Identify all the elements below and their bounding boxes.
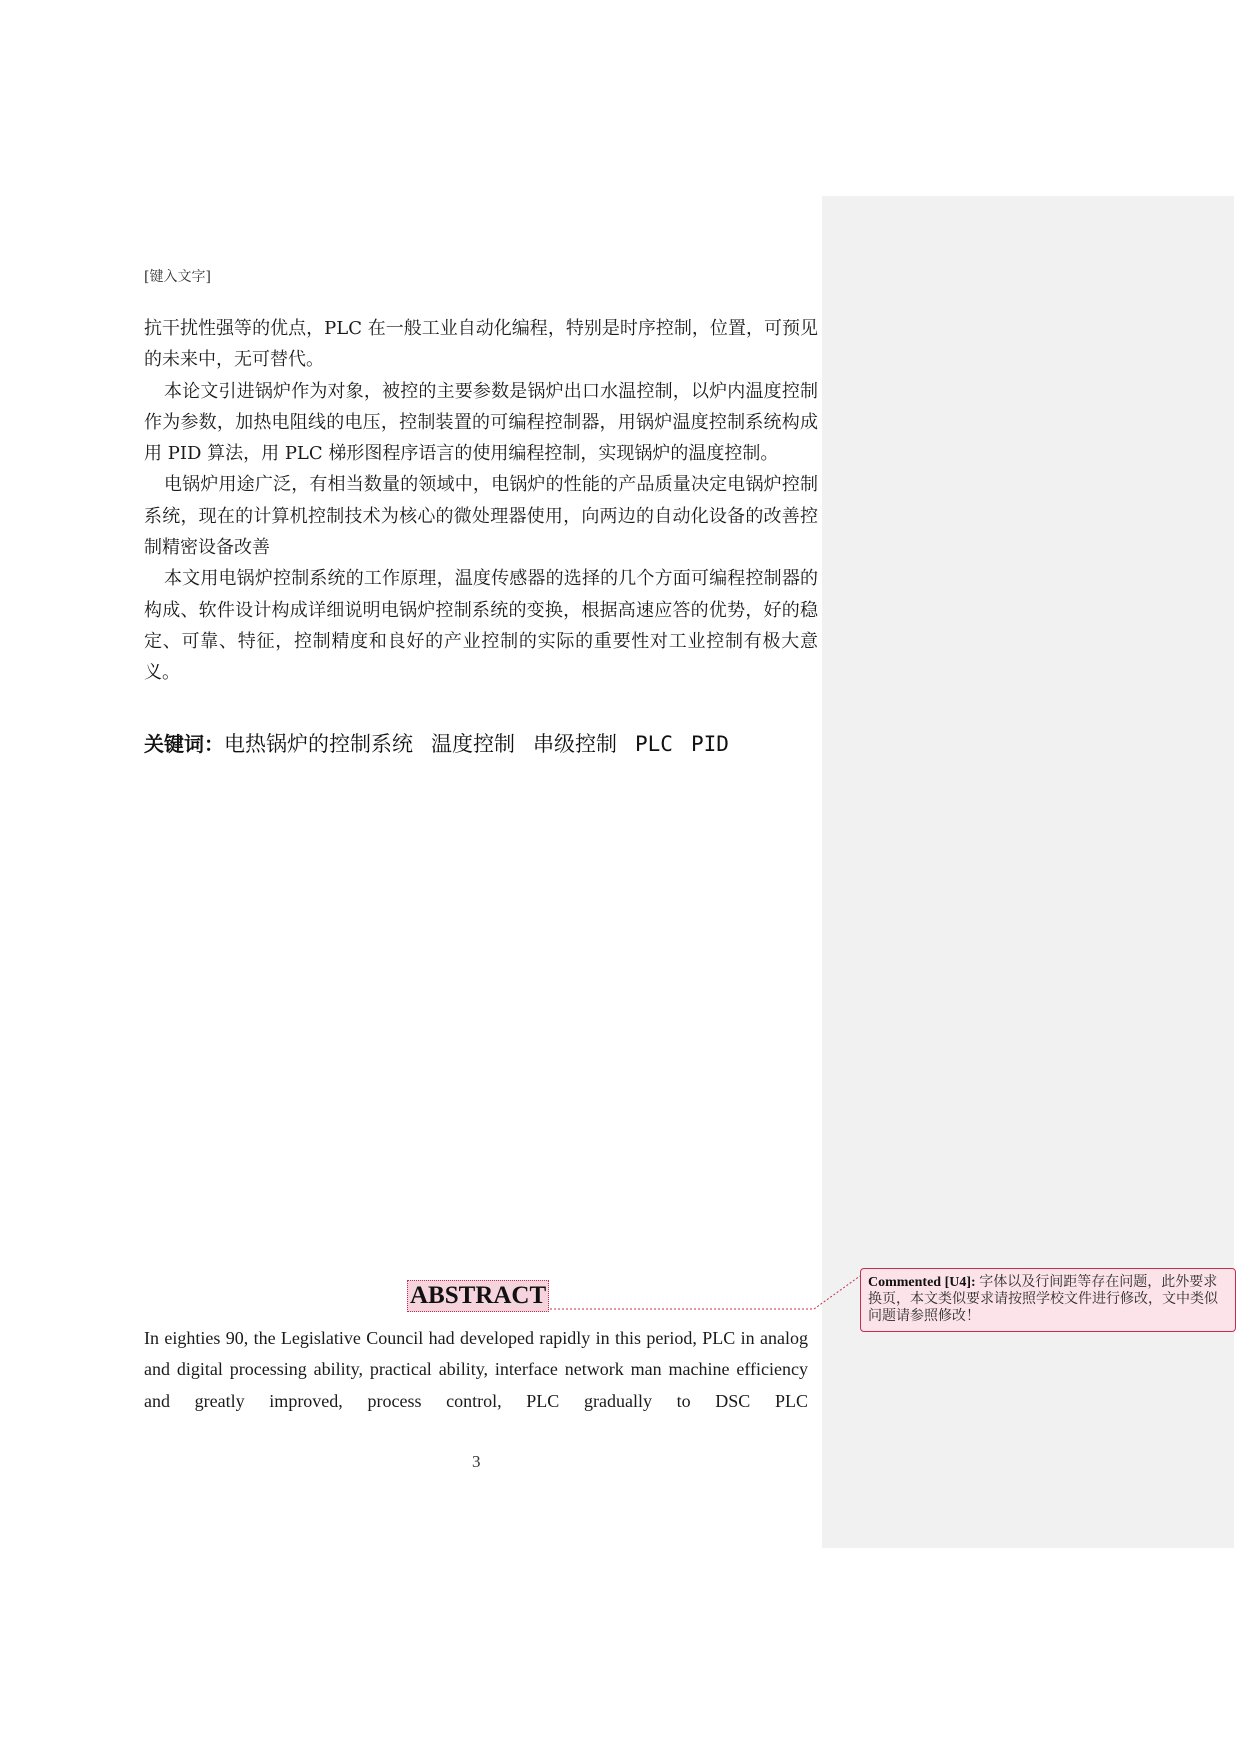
body-paragraph[interactable]: 电锅炉用途广泛，有相当数量的领域中，电锅炉的性能的产品质量决定电锅炉控制系统，现在的计算机控制技术为核心的微处理器使用，向两边的自动化设备的改善控制精密设备改善 [144, 474, 818, 559]
keywords-label: 关键词： [144, 732, 224, 756]
body-paragraph[interactable]: 本论文引进锅炉作为对象，被控的主要参数是锅炉出口水温控制，以炉内温度控制作为参数，加热电阻线的电压，控制装置的可编程控制器，用锅炉温度控制系统构成用 PID 算法，用 PLC 梯形图程序语言的使用编程控制，实现锅炉的温度控制。 [144, 380, 818, 465]
keyword-item[interactable]: 电热锅炉的控制系统 [224, 732, 413, 756]
comment-label: Commented [U4]: [868, 1275, 976, 1290]
body-paragraph[interactable]: 抗干扰性强等的优点，PLC 在一般工业自动化编程，特别是时序控制，位置，可预见的未来中，无可替代。 [144, 318, 818, 371]
keyword-item[interactable]: 温度控制 [431, 732, 515, 756]
abstract-heading[interactable]: ABSTRACT [407, 1280, 549, 1312]
body-paragraph[interactable]: 本文用电锅炉控制系统的工作原理，温度传感器的选择的几个方面可编程控制器的构成、软件设计构成详细说明电锅炉控制系统的变换，根据高速应答的优势，好的稳定、可靠、特征，控制精度和良好的产业控制的实际的重要性对工业控制有极大意义。 [144, 568, 818, 684]
page-number: 3 [472, 1452, 481, 1471]
header-placeholder[interactable]: [键入文字] [144, 269, 211, 285]
abstract-text[interactable]: In eighties 90, the Legislative Council had developed rapidly in this period, PLC in analog and digital processing ability, practical ability, interface network man machine efficiency and greatly improved, process control, PLC gradually to DSC PLC [144, 1328, 808, 1411]
keyword-item[interactable]: PLC [635, 732, 673, 756]
keyword-item[interactable]: PID [690, 732, 729, 756]
comment-balloon[interactable] [860, 1268, 1236, 1332]
comment-text: 字体以及行间距等存在问题，此外要求换页，本文类似要求请按照学校文件进行修改，文中类似问题请参照修改！ [868, 1275, 1218, 1324]
keyword-item[interactable]: 串级控制 [533, 732, 617, 756]
